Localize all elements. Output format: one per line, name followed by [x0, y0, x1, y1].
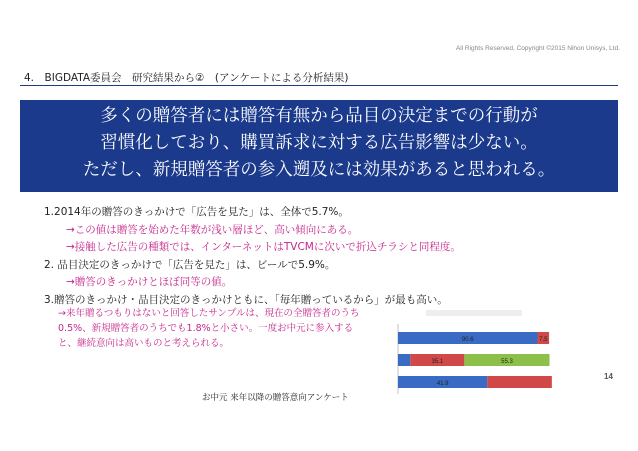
section-title: 4. BIGDATA委員会 研究結果から② (アンケートによる分析結果) [24, 72, 349, 84]
finding-2: 2. 品目決定のきっかけで「広告を見た」は、ビールで5.9%。 [44, 258, 336, 271]
findings-list [44, 204, 461, 309]
copyright-notice: All Rights Reserved, Copyright ©2015 Nihon Unisys, Ltd. [455, 45, 620, 52]
section-divider [20, 85, 618, 86]
bar-value-label: 55.3 [501, 359, 513, 365]
bar-value-label: 7.5 [539, 337, 548, 343]
finding-1-sub-1: →この値は贈答を始めた年数が浅い層ほど、高い傾向にある。 [66, 223, 359, 236]
banner-line-3: ただし、新規贈答者の参入遡及には効果があると思われる。 [82, 160, 556, 180]
bar-segment [398, 354, 410, 366]
page-number: 14 [604, 372, 613, 381]
intent-note: →来年贈るつもりはないと回答したサンプルは、現在の全贈答者のうち0.5%、新規贈答者のうちでも1.8%と小さい。一度お中元に参入すると、継続意向は高いものと考えられる。 [58, 308, 360, 349]
next-year-intent-chart [386, 304, 558, 400]
finding-1: 1.2014年の贈答のきっかけで「広告を見た」は、全体で5.7%。 [44, 206, 349, 218]
finding-3: 3.贈答のきっかけ・品目決定のきっかけともに、「毎年贈っているから」が最も高い。 [44, 293, 448, 306]
summary-banner [20, 100, 618, 192]
chart-legend [426, 310, 522, 316]
bar-value-label: 35.1 [431, 359, 444, 365]
finding-1-sub-2: →接触した広告の種類では、インターネットはTVCMに次いで折込チラシと同程度。 [66, 241, 461, 253]
bar-segment [487, 376, 552, 388]
bar-value-label: 41.9 [436, 381, 449, 387]
banner-line-2: 習慣化しており、購買訴求に対する広告影響は少ない。 [100, 133, 538, 153]
finding-2-sub-1: →贈答のきっかけとほぼ同等の値。 [66, 276, 233, 288]
bar-value-label: 90.6 [461, 337, 474, 343]
banner-line-1: 多くの贈答者には贈答有無から品目の決定までの行動が [100, 106, 538, 126]
chart-caption: お中元 来年以降の贈答意向アンケート [202, 393, 349, 403]
